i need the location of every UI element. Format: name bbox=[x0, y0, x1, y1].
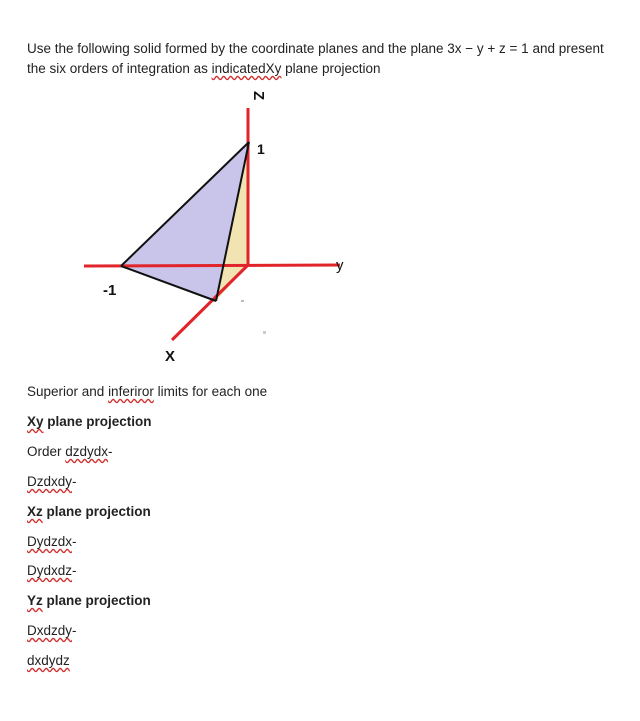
yz-heading-a: Yz bbox=[27, 593, 43, 608]
dzdxdy-line bbox=[27, 474, 77, 489]
limits-line bbox=[27, 384, 267, 399]
order-text-c: - bbox=[108, 444, 113, 459]
order-text-a: Order bbox=[27, 444, 66, 459]
problem-text-2b: indicatedXy bbox=[211, 61, 282, 76]
problem-line-1 bbox=[27, 41, 604, 56]
dxdydz-text: dxdydz bbox=[27, 653, 70, 668]
z-tick-label: 1 bbox=[257, 141, 265, 157]
xz-heading-b: plane projection bbox=[42, 504, 151, 519]
xy-heading-a: Xy bbox=[27, 414, 44, 429]
dydxdz-text-b: - bbox=[72, 563, 77, 578]
dxdzdy-line bbox=[27, 623, 77, 638]
dxdzdy-text-a: Dxdzdy bbox=[27, 623, 73, 638]
dydxdz-line bbox=[27, 563, 77, 578]
dzdxdy-text-b: - bbox=[72, 474, 77, 489]
limits-text-a: Superior and bbox=[27, 384, 109, 399]
y-tick-label: -1 bbox=[103, 282, 117, 299]
xz-heading bbox=[27, 504, 151, 519]
problem-line-2 bbox=[27, 61, 380, 76]
xy-heading bbox=[27, 414, 152, 429]
yz-heading bbox=[27, 593, 151, 608]
dxdydz-line bbox=[27, 653, 70, 668]
xz-heading-a: Xz bbox=[27, 504, 43, 519]
problem-text-2c: plane projection bbox=[281, 61, 381, 76]
dzdxdy-text-a: Dzdxdy bbox=[27, 474, 73, 489]
axis-dot-1 bbox=[241, 300, 244, 302]
dydzdx-text-a: Dydzdx bbox=[27, 534, 73, 549]
dydzdx-text-b: - bbox=[72, 534, 77, 549]
solid-figure bbox=[75, 85, 375, 370]
axis-dot-2 bbox=[263, 331, 266, 334]
dydxdz-text-a: Dydxdz bbox=[27, 563, 73, 578]
xy-heading-b: plane projection bbox=[43, 414, 152, 429]
order-line bbox=[27, 444, 113, 459]
limits-text-b: inferiror bbox=[108, 384, 154, 399]
x-axis-label: X bbox=[165, 348, 176, 365]
problem-text-2a: the six orders of integration as bbox=[27, 61, 212, 76]
problem-text-1: Use the following solid formed by the coordinate planes and the plane 3x − y + z = 1 and present bbox=[27, 41, 604, 56]
y-axis-label: y bbox=[336, 257, 344, 274]
z-axis-label: Z bbox=[250, 91, 267, 101]
order-text-b: dzdydx bbox=[65, 444, 109, 459]
limits-text-c: limits for each one bbox=[153, 384, 268, 399]
yz-heading-b: plane projection bbox=[42, 593, 151, 608]
dxdzdy-text-b: - bbox=[72, 623, 77, 638]
dydzdx-line bbox=[27, 534, 77, 549]
